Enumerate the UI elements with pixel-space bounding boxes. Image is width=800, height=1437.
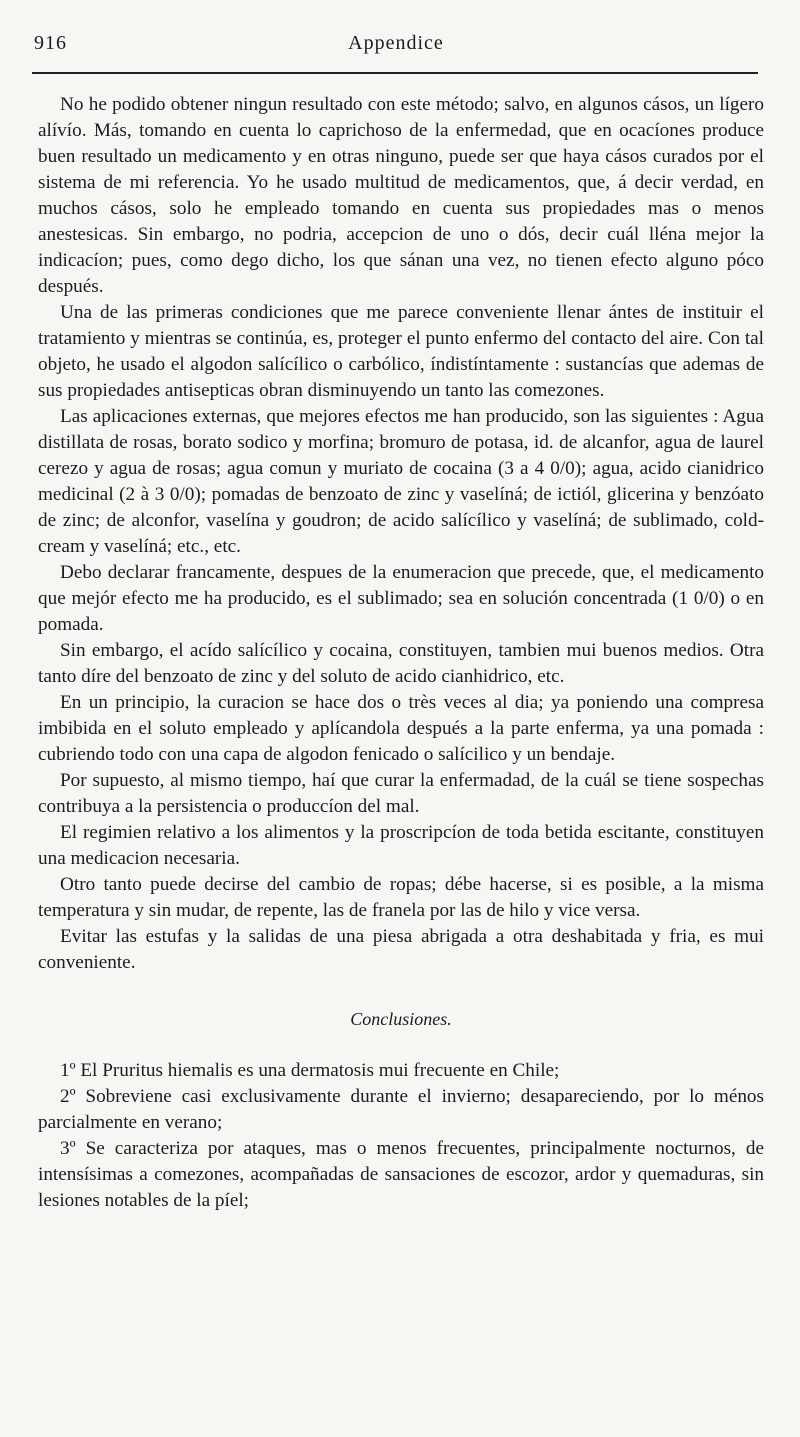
- section-heading: Conclusiones.: [350, 1009, 452, 1029]
- header-rule: [32, 72, 758, 74]
- conclusion-item: 1º El Pruritus hiemalis es una dermatosis mui frecuente en Chile;: [60, 1060, 560, 1081]
- paragraph: Una de las primeras condiciones que me parece conveniente llenar ántes de instituir el tratamiento y mientras se continúa, es, proteger el punto enfermo del contacto del aire. Con tal objeto, he usado el algodon salícílico o carbólico, índistíntamente : sustancías que ademas de sus propiedades antisepticas obran disminuyendo un tanto las comezones.: [38, 302, 764, 401]
- paragraph: No he podido obtener ningun resultado con este método; salvo, en algunos cásos, un lígero alívío. Más, tomando en cuenta lo caprichoso de la enfermedad, que en ocacíones produce buen resultado un medicamento y en otras ninguno, puede ser que haya cásos curados por el sistema de mi referencia. Yo he usado multitud de medicamentos, que, á decir verdad, en muchos cásos, solo he empleado tomando en cuenta sus propiedades mas o menos anestesicas. Sin embargo, no podria, accepcion de uno o dós, decir cuál lléna mejor la indicacíon; pues, como dego dicho, los que sánan una vez, no tienen efecto alguno póco después.: [38, 94, 764, 297]
- paragraph: Por supuesto, al mismo tiempo, haí que curar la enfermadad, de la cuál se tiene sospechas contribuya a la persistencia o produccíon del mal.: [38, 770, 764, 817]
- page-header: [34, 30, 758, 60]
- running-title: Appendice: [348, 32, 444, 54]
- paragraph: Sin embargo, el acído salícílico y cocaina, constituyen, tambien mui buenos medios. Otra tanto díre del benzoato de zinc y del soluto de acido cianhidrico, etc.: [38, 640, 764, 687]
- conclusion-item: 3º Se caracteriza por ataques, mas o menos frecuentes, principalmente nocturnos, de intensísimas a comezones, acompañadas de sansaciones de escozor, ardor y quemaduras, sin lesiones notables de la píel;: [38, 1138, 764, 1211]
- paragraph: El regimien relativo a los alimentos y la proscripcíon de toda betida escitante, constituyen una medicacion necesaria.: [38, 822, 764, 869]
- conclusion-item: 2º Sobreviene casi exclusivamente durante el invierno; desapareciendo, por lo ménos parcialmente en verano;: [38, 1086, 764, 1133]
- conclusions-list: [38, 1058, 764, 1214]
- paragraph: Las aplicaciones externas, que mejores efectos me han producido, son las siguientes : Agua distillata de rosas, borato sodico y morfina; bromuro de potasa, id. de alcanfor, agua de laurel cerezo y agua de rosas; agua comun y muriato de cocaina (3 a 4 0/0); agua, acido cianidrico medicinal (2 à 3 0/0); pomadas de benzoato de zinc y vaselíná; de ictiól, glicerina y benzóato de zinc; de alconfor, vaselína y goudron; de acido salícílico y vaselíná; de sublimado, cold-cream y vaselíná; etc., etc.: [38, 406, 764, 557]
- page-number: 916: [34, 32, 67, 54]
- paragraph: En un principio, la curacion se hace dos o très veces al dia; ya poniendo una compresa imbibida en el soluto empleado y aplícandola después a la parte enferma, ya una pomada : cubriendo todo con una capa de algodon fenicado o salícilico y un bendaje.: [38, 692, 764, 765]
- paragraph: Debo declarar francamente, despues de la enumeracion que precede, que, el medicamento que mejór efecto me ha producido, es el sublimado; sea en solución concentrada (1 0/0) o en pomada.: [38, 562, 764, 635]
- paragraph: Evitar las estufas y la salidas de una piesa abrigada a otra deshabitada y fria, es mui conveniente.: [38, 926, 764, 973]
- body-text: [38, 92, 764, 1214]
- paragraph: Otro tanto puede decirse del cambio de ropas; débe hacerse, si es posible, a la misma temperatura y sin mudar, de repente, las de franela por las de hilo y vice versa.: [38, 874, 764, 921]
